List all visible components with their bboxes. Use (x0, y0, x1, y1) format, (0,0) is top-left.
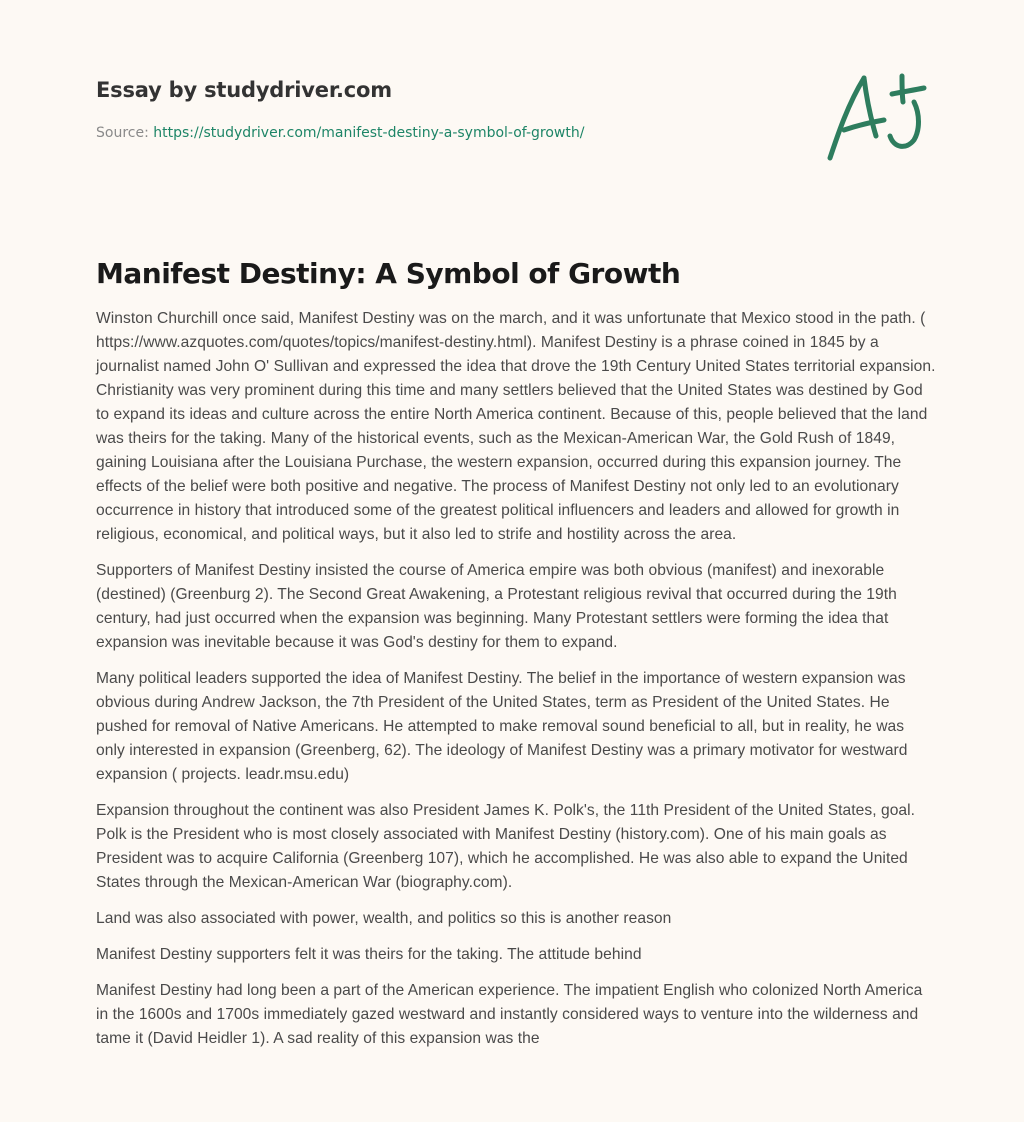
article-paragraph: Expansion throughout the continent was also President James K. Polk's, the 11th President of the United States, goal. Polk is the President who is most closely associated with Manifest Destiny (history.com). One of his main goals as President was to acquire California (Greenberg 107), which he accomplished. He was also able to expand the United States through the Mexican-American War (biography.com). (96, 802, 916, 891)
article-paragraph: Many political leaders supported the idea of Manifest Destiny. The belief in the importance of western expansion was obvious during Andrew Jackson, the 7th President of the United States, term as President of the United States. He pushed for removal of Native Americans. He attempted to make removal sound beneficial to all, but in reality, he was only interested in expansion (Greenberg, 62). The ideology of Manifest Destiny was a primary motivator for westward expansion ( projects. leadr.msu.edu) (96, 670, 908, 783)
article-paragraph: Manifest Destiny had long been a part of the American experience. The impatient English who colonized North America in the 1600s and 1700s immediately gazed westward and instantly considered ways to venture into the wilderness and tame it (David Heidler 1). A sad reality of this expansion was the (96, 982, 923, 1047)
article (96, 253, 936, 1063)
article-paragraph: Manifest Destiny supporters felt it was theirs for the taking. The attitude behind (96, 946, 642, 963)
site-title: Essay by studydriver.com (96, 78, 392, 102)
source-link[interactable]: https://studydriver.com/manifest-destiny-a-symbol-of-growth/ (153, 125, 585, 141)
article-title: Manifest Destiny: A Symbol of Growth (96, 257, 681, 290)
article-paragraph: Land was also associated with power, wealth, and politics so this is another reason (96, 910, 672, 927)
source-label: Source: (96, 125, 149, 141)
source-line (96, 123, 796, 143)
page-header (96, 74, 796, 143)
article-paragraph: Winston Churchill once said, Manifest Destiny was on the march, and it was unfortunate that Mexico stood in the path. ( https://www.azquotes.com/quotes/topics/manifest-destiny.html). Manifest Destiny is a phrase coined in 1845 by a journalist named John O' Sullivan and expressed the idea that drove the 19th Century United States territorial expansion. Christianity was very prominent during this time and many settlers believed that the United States was destined by God to expand its ideas and culture across the entire North America continent. Because of this, people believed that the land was theirs for the taking. Many of the historical events, such as the Mexican-American War, the Gold Rush of 1849, gaining Louisiana after the Louisiana Purchase, the western expansion, occurred during this expansion journey. The effects of the belief were both positive and negative. The process of Manifest Destiny not only led to an evolutionary occurrence in history that introduced some of the greatest political influencers and leaders and allowed for growth in religious, economical, and political ways, but it also led to strife and hostility across the area. (96, 310, 936, 543)
article-paragraph: Supporters of Manifest Destiny insisted the course of America empire was both obvious (manifest) and inexorable (destined) (Greenburg 2). The Second Great Awakening, a Protestant religious revival that occurred during the 19th century, had just occurred when the expansion was beginning. Many Protestant settlers were forming the idea that expansion was inevitable because it was God's destiny for them to expand. (96, 562, 897, 651)
a-plus-grade-icon (820, 64, 932, 164)
